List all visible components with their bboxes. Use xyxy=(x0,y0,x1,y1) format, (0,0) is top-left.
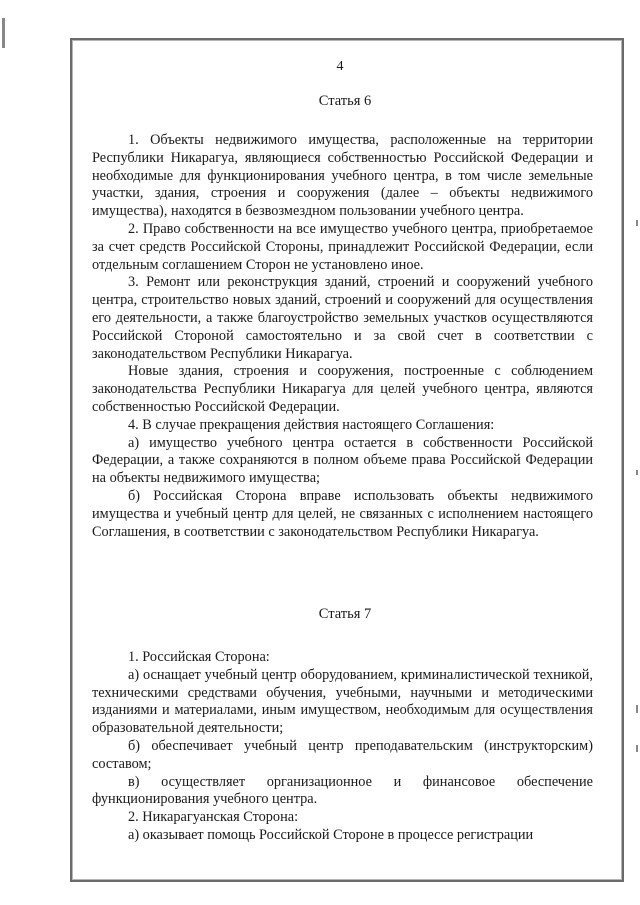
article-6-paragraph: а) имущество учебного центра остается в собственности Российской Федерации, а также сохраняются в полном объеме права Российской Федерации на объекты недвижимого имущества; xyxy=(92,434,593,487)
scan-edge-mark-right xyxy=(636,705,638,713)
article-7-paragraph: а) оказывает помощь Российской Стороне в процессе регистрации xyxy=(128,826,534,843)
article-7-paragraph: б) обеспечивает учебный центр преподавательским (инструкторским) составом; xyxy=(92,737,593,772)
article-6-paragraph: 1. Объекты недвижимого имущества, расположенные на территории Республики Никарагуа, являющиеся собственностью Российской Федерации и необходимые для функционирования учебного центра, в том числе земельные участки, здания, строения и сооружения (далее – объекты недвижимого имущества), находятся в безвозмездном пользовании учебного центра. xyxy=(92,132,593,220)
page-number: 4 xyxy=(336,59,344,74)
article-6-paragraph: б) Российская Сторона вправе использовать объекты недвижимого имущества и учебный центр для целей, не связанных с исполнением настоящего Соглашения, в соответствии с законодательством Республики Никарагуа. xyxy=(92,487,593,540)
article-7-paragraph: 2. Никарагуанская Сторона: xyxy=(128,809,299,826)
article-7-title: Статья 7 xyxy=(318,606,372,622)
article-7-paragraph: 1. Российская Сторона: xyxy=(128,649,270,665)
article-6-body xyxy=(92,132,593,541)
scan-edge-mark-right xyxy=(636,745,638,752)
article-7-paragraph: а) оснащает учебный центр оборудованием, криминалистической техникой, техническими средствами обучения, учебными, научными и методическими изданиями и материалами, иным имуществом, необходимым для осуществления образовательной деятельности; xyxy=(92,666,593,737)
article-6-paragraph: Новые здания, строения и сооружения, построенные с соблюдением законодательства Республики Никарагуа для целей учебного центра, являются собственностью Российской Федерации. xyxy=(92,363,593,415)
article-6-paragraph: 3. Ремонт или реконструкция зданий, строений и сооружений учебного центра, строительство новых зданий, строений и сооружений для осуществления его деятельности, а также благоустройство земельных участков осуществляются Российской Стороной самостоятельно и за свой счет в соответствии с законодательством Республики Никарагуа. xyxy=(92,274,593,362)
scan-edge-mark-left xyxy=(2,18,5,48)
article-7-body xyxy=(92,649,593,845)
article-6-paragraph: 2. Право собственности на все имущество учебного центра, приобретаемое за счет средств Российской Стороны, принадлежит Российской Федерации, если отдельным соглашением Сторон не установлено иное. xyxy=(92,220,593,273)
scan-edge-mark-right xyxy=(636,220,638,226)
scan-edge-mark-right xyxy=(636,470,638,475)
article-6-paragraph: 4. В случае прекращения действия настоящего Соглашения: xyxy=(128,416,495,433)
article-6-title: Статья 6 xyxy=(318,93,372,109)
article-7-paragraph: в) осуществляет организационное и финансовое обеспечение функционирования учебного центра. xyxy=(92,773,593,808)
